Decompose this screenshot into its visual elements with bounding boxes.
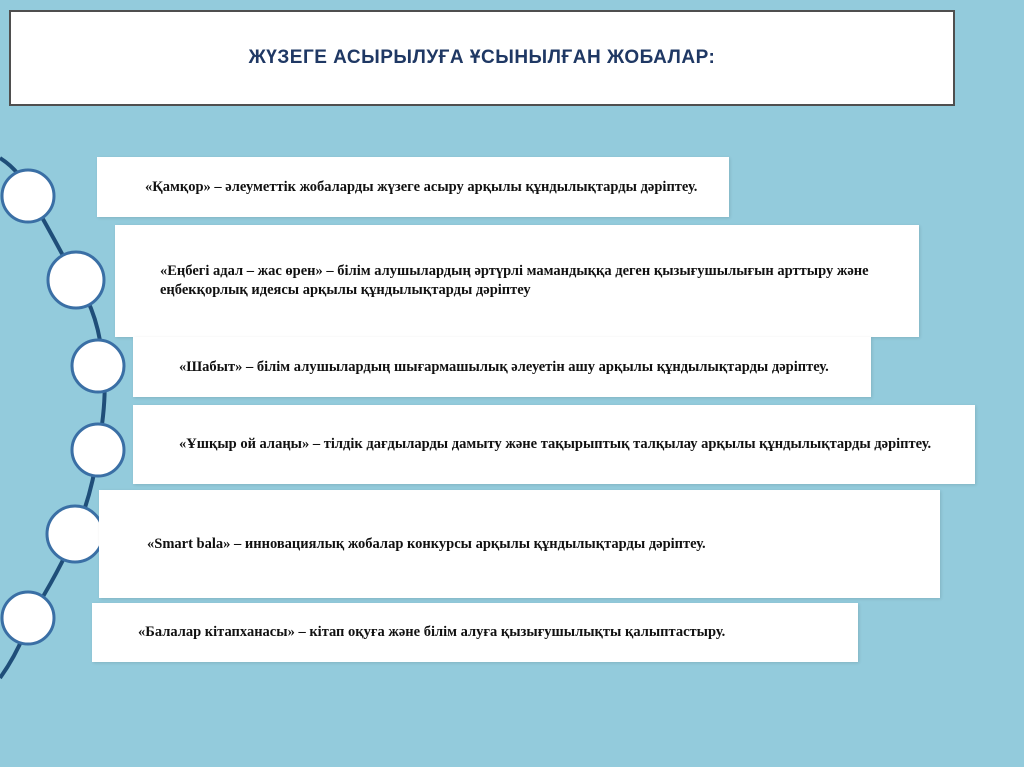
project-card-text: «Шабыт» – білім алушылардың шығармашылық әлеуетін ашу арқылы құндылықтарды дәріптеу. <box>179 358 829 375</box>
project-card-text: «Ұшқыр ой алаңы» – тілдік дағдыларды дамыту және тақырыптық талқылау арқылы құндылықтарды дәріптеу. <box>179 436 932 452</box>
timeline-circle-3 <box>72 340 124 392</box>
project-card-6 <box>92 603 858 662</box>
timeline-circle-1 <box>2 170 54 222</box>
timeline-circle-2 <box>48 252 104 308</box>
project-card-4 <box>133 405 975 484</box>
timeline-circle-6 <box>2 592 54 644</box>
timeline-circle-4 <box>72 424 124 476</box>
project-card-text: «Балалар кітапханасы» – кітап оқуға және білім алуға қызығушылықты қалыптастыру. <box>138 624 726 640</box>
project-card-text: «Еңбегі адал – жас өрен» – білім алушылардың әртүрлі мамандыққа деген қызығушылығын арттыру және еңбекқорлық идеясы арқылы құндылықтарды дәріптеу <box>160 263 869 298</box>
project-card-5 <box>99 490 940 598</box>
project-card-text: «Smart bala» – инновациялық жобалар конкурсы арқылы құндылықтарды дәріптеу. <box>147 535 706 552</box>
project-card-1 <box>97 157 729 217</box>
project-card-3 <box>133 337 871 397</box>
project-card-2 <box>115 225 919 337</box>
project-card-text: «Қамқор» – әлеуметтік жобаларды жүзеге асыру арқылы құндылықтарды дәріптеу. <box>145 178 698 195</box>
timeline-circle-5 <box>47 506 103 562</box>
page-title: ЖҮЗЕГЕ АСЫРЫЛУҒА ҰСЫНЫЛҒАН ЖОБАЛАР: <box>248 47 716 68</box>
